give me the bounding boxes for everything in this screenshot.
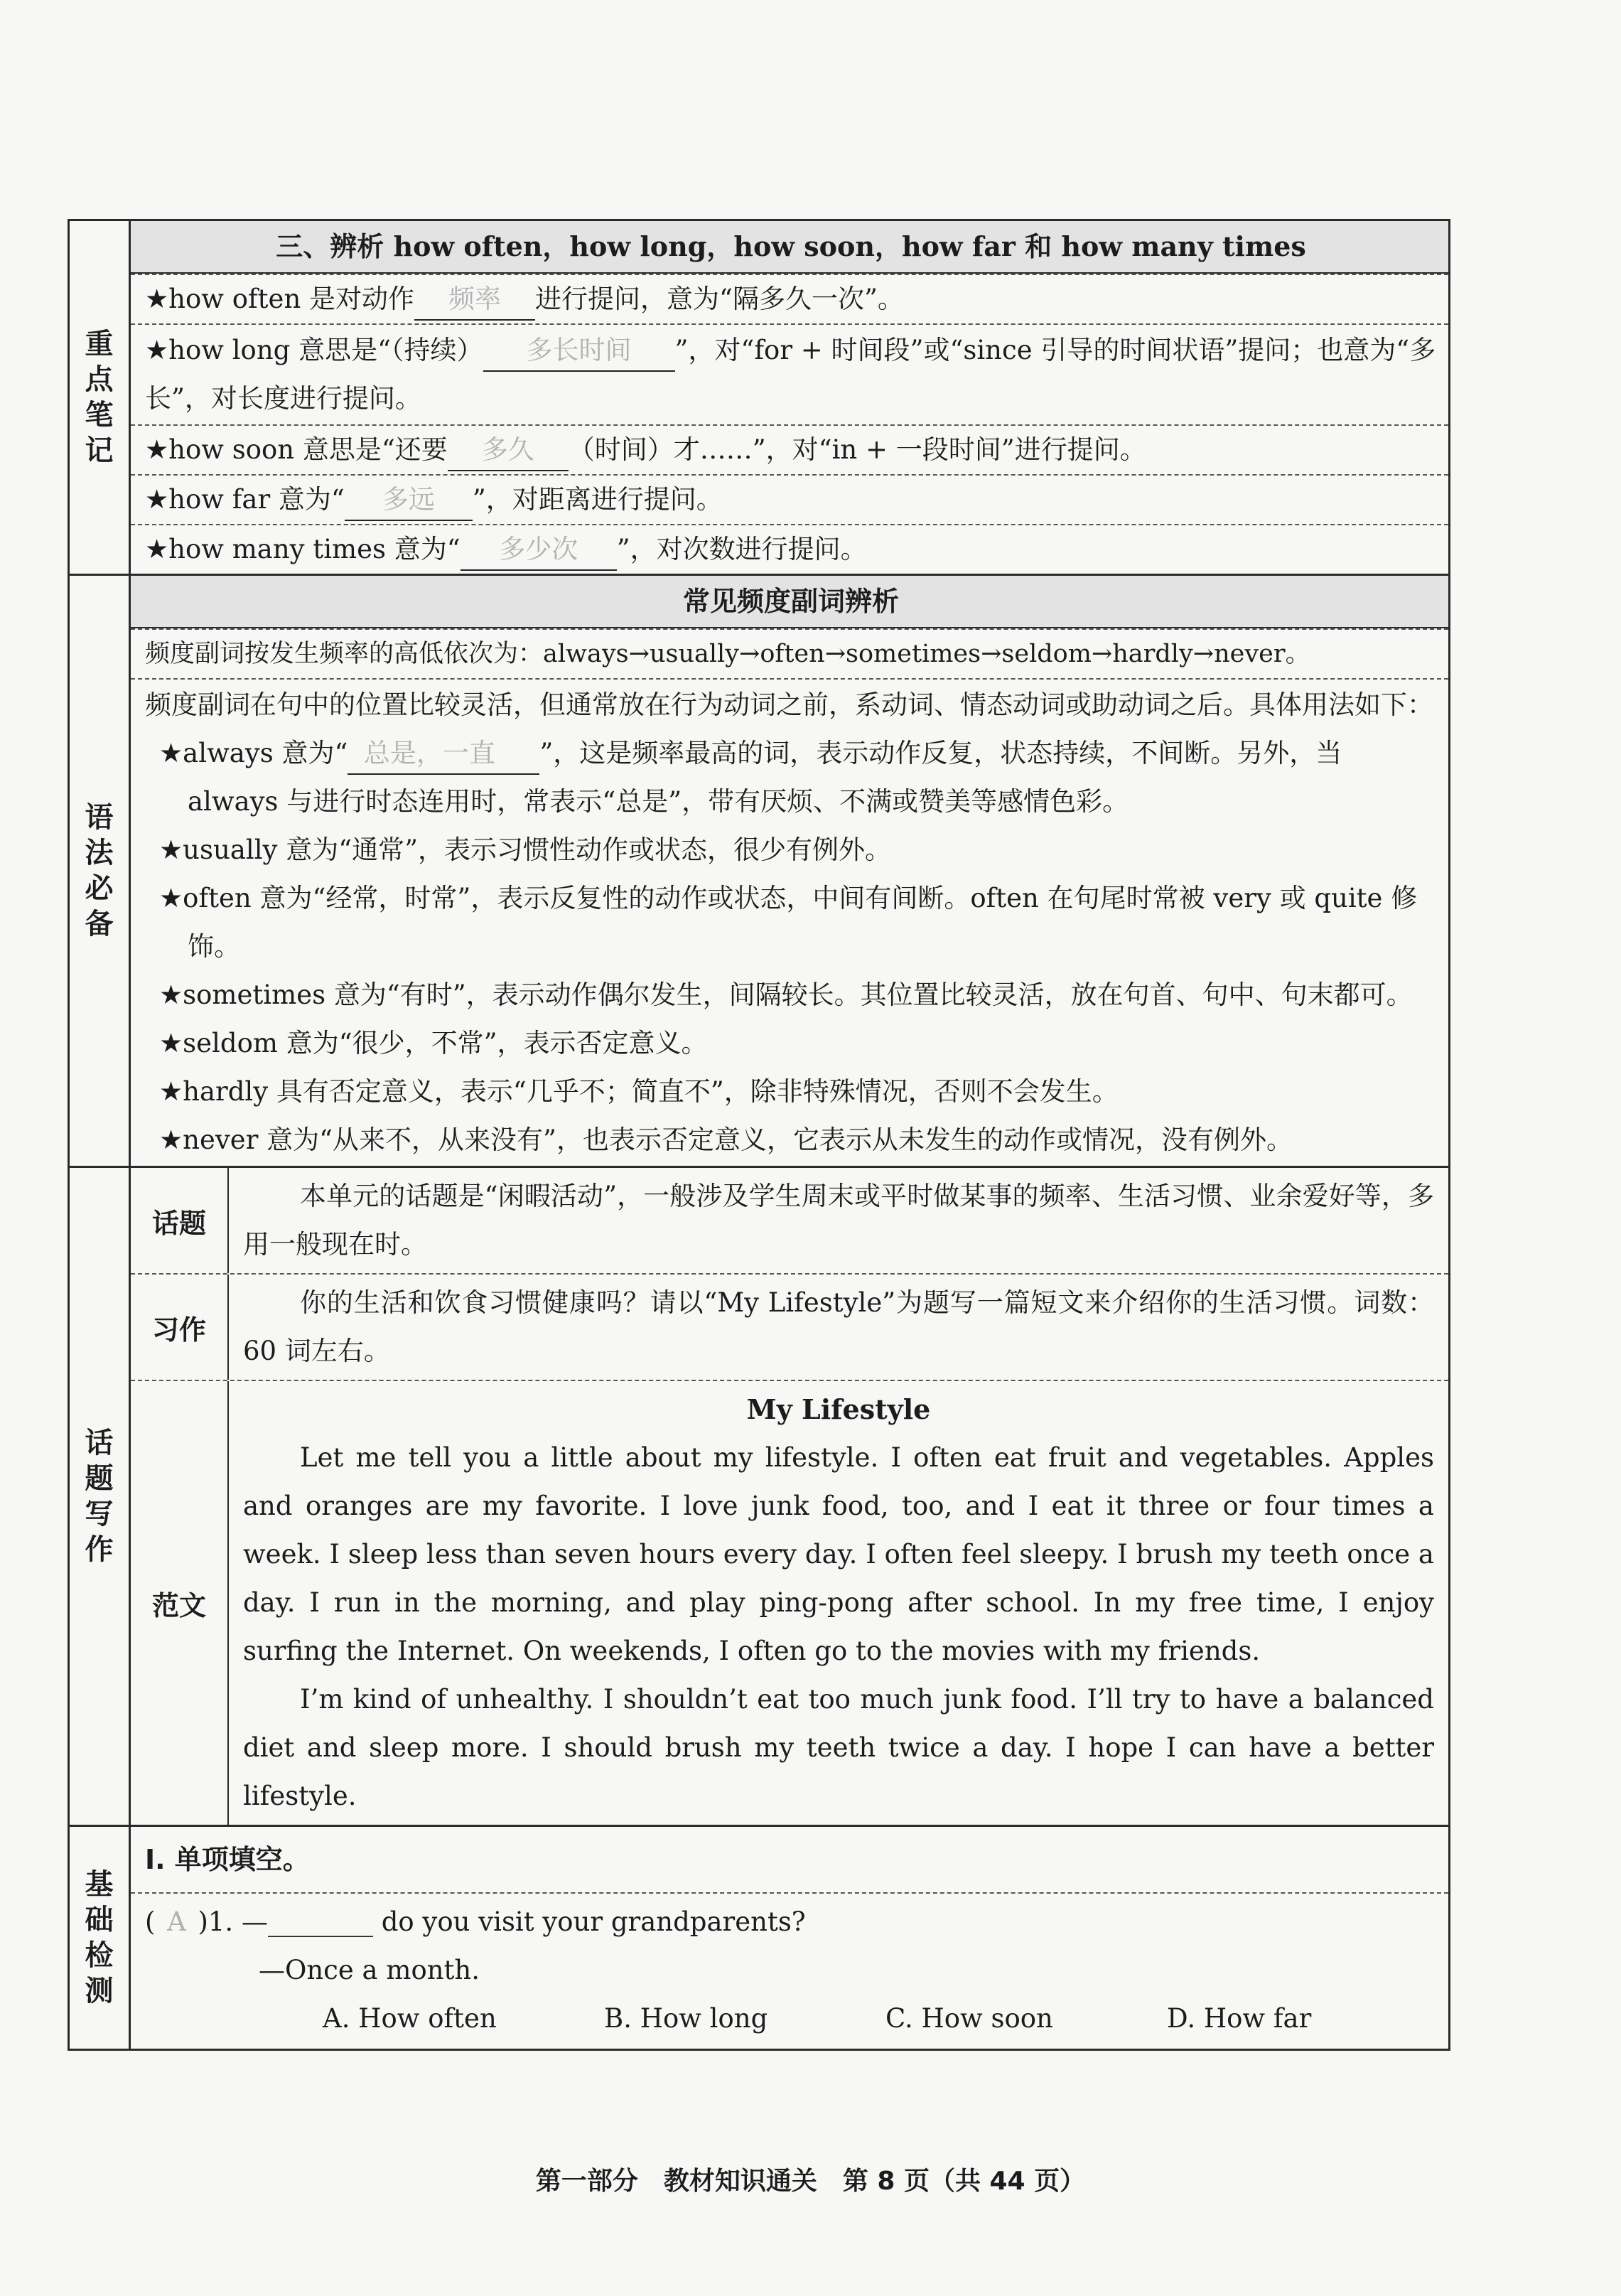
note-row-how-long xyxy=(131,323,1448,424)
option-c: C. How soon xyxy=(885,2003,1053,2034)
note-text: ★how far 意为“ xyxy=(145,484,345,515)
note-text: ”，对距离进行提问。 xyxy=(472,484,723,515)
note-row-how-many-times xyxy=(131,524,1448,574)
question-1-options xyxy=(131,1995,1448,2043)
writing-content xyxy=(131,1168,1448,1825)
option-d: D. How far xyxy=(1167,2003,1312,2034)
note-text: ★how many times 意为“ xyxy=(145,534,461,564)
grammar-seldom: ★seldom 意为“很少，不常”，表示否定意义。 xyxy=(159,1028,708,1058)
grammar-text: ★always 意为“ xyxy=(159,738,348,768)
grammar-intro: 频度副词在句中的位置比较灵活，但通常放在行为动词之前，系动词、情态动词或助动词之后。具体用法如下： xyxy=(145,690,1433,720)
note-text: 进行提问，意为“隔多久一次”。 xyxy=(535,284,904,314)
answer-paren-close: )1. xyxy=(198,1906,234,1937)
question-1-stem: —________ do you visit your grandparents? xyxy=(241,1906,806,1937)
answer-blank: 总是，一直 xyxy=(348,734,539,775)
note-text: ★how soon 意思是“还要 xyxy=(145,434,448,465)
question-1 xyxy=(131,1894,1448,2049)
essay-title: My Lifestyle xyxy=(746,1393,931,1425)
grammar-always xyxy=(145,729,1437,826)
test-heading: Ⅰ. 单项填空。 xyxy=(131,1827,1448,1894)
notes-side xyxy=(70,221,131,574)
topic-text: 本单元的话题是“闲暇活动”，一般涉及学生周末或平时做某事的频率、生活习惯、业余爱好等，多用一般现在时。 xyxy=(243,1181,1434,1260)
note-row-how-soon xyxy=(131,424,1448,474)
test-section xyxy=(70,1825,1448,2049)
topic-row xyxy=(131,1168,1448,1273)
worksheet-table xyxy=(68,219,1450,2051)
notes-content xyxy=(131,221,1448,574)
notes-heading: 三、辨析 how often，how long，how soon，how far 和 how many times xyxy=(131,221,1448,274)
grammar-often: ★often 意为“经常，时常”，表示反复性的动作或状态，中间有间断。often 在句尾时常被 very 或 quite 修饰。 xyxy=(159,883,1418,962)
grammar-hardly: ★hardly 具有否定意义，表示“几乎不；简直不”，除非特殊情况，否则不会发生。 xyxy=(159,1076,1119,1107)
test-side xyxy=(70,1827,131,2049)
grammar-never: ★never 意为“从来不，从来没有”，也表示否定意义，它表示从未发生的动作或情况，没有例外。 xyxy=(159,1125,1293,1155)
task-row xyxy=(131,1273,1448,1380)
sample-row xyxy=(131,1380,1448,1825)
note-row-how-far xyxy=(131,474,1448,524)
sample-essay xyxy=(229,1381,1448,1825)
task-label: 习作 xyxy=(131,1275,229,1380)
notes-side-label: 重点笔记 xyxy=(85,328,114,467)
writing-section xyxy=(70,1166,1448,1825)
grammar-text: ”，这是频率最高的词，表示动作反复，状态持续，不间断。另外，当 always 与进行时态连用时，常表示“总是”，带有厌烦、不满或赞美等感情色彩。 xyxy=(188,738,1342,817)
essay-paragraph-2: I’m kind of unhealthy. I shouldn’t eat too much junk food. I’ll try to have a balanced diet and sleep more. I should brush my teeth twice a day. I hope I can have a better lifestyle. xyxy=(243,1684,1434,1811)
answer-letter: A xyxy=(167,1906,186,1937)
note-text: ★how often 是对动作 xyxy=(145,284,415,314)
writing-side-label: 话题写作 xyxy=(85,1427,114,1566)
grammar-heading: 常见频度副词辨析 xyxy=(131,576,1448,628)
test-content xyxy=(131,1827,1448,2049)
grammar-body xyxy=(131,678,1448,1166)
answer-blank: 多少次 xyxy=(461,530,617,571)
note-text: ”，对“for + 时间段”或“since 引导的时间状语”提问；也意为“多长”，对长度进行提问。 xyxy=(145,335,1436,414)
answer-blank: 多远 xyxy=(345,480,473,521)
grammar-sometimes: ★sometimes 意为“有时”，表示动作偶尔发生，间隔较长。其位置比较灵活，放在句首、句中、句末都可。 xyxy=(159,980,1413,1010)
note-text: ★how long 意思是“（持续） xyxy=(145,335,483,365)
option-b: B. How long xyxy=(604,2003,768,2034)
page-footer: 第一部分 教材知识通关 第 8 页（共 44 页） xyxy=(535,2167,1086,2196)
answer-paren-open: ( xyxy=(145,1906,156,1937)
grammar-content xyxy=(131,576,1448,1166)
test-side-label: 基础检测 xyxy=(85,1868,114,2007)
task-text: 你的生活和饮食习惯健康吗？请以“My Lifestyle”为题写一篇短文来介绍你的生活习惯。词数：60 词左右。 xyxy=(243,1287,1434,1366)
option-a: A. How often xyxy=(323,2003,497,2034)
notes-section xyxy=(70,221,1448,574)
answer-blank: 多久 xyxy=(448,430,569,471)
note-text: （时间）才……”，对“in + 一段时间”进行提问。 xyxy=(568,434,1146,465)
question-1-reply: —Once a month. xyxy=(259,1955,480,1985)
grammar-order-line: 频度副词按发生频率的高低依次为：always→usually→often→sometimes→seldom→hardly→never。 xyxy=(131,628,1448,678)
answer-blank: 频率 xyxy=(414,279,535,321)
essay-paragraph-1: Let me tell you a little about my lifestyle. I often eat fruit and vegetables. Apples and oranges are my favorite. I love junk food, too, and I eat it three or four times a week. I sleep less than seven hours every day. I often feel sleepy. I brush my teeth once a day. I run in the morning, and play ping-pong after school. In my free time, I enjoy surfing the Internet. On weekends, I often go to the movies with my friends. xyxy=(243,1442,1434,1666)
grammar-section xyxy=(70,574,1448,1166)
grammar-side xyxy=(70,576,131,1166)
grammar-usually: ★usually 意为“通常”，表示习惯性动作或状态，很少有例外。 xyxy=(159,835,892,865)
answer-blank: 多长时间 xyxy=(483,331,675,372)
writing-side xyxy=(70,1168,131,1825)
note-row-how-often xyxy=(131,274,1448,323)
sample-label: 范文 xyxy=(131,1381,229,1825)
question-1-stem-line xyxy=(131,1898,1448,1946)
note-text: ”，对次数进行提问。 xyxy=(616,534,867,564)
topic-label: 话题 xyxy=(131,1168,229,1273)
grammar-side-label: 语法必备 xyxy=(85,801,114,940)
